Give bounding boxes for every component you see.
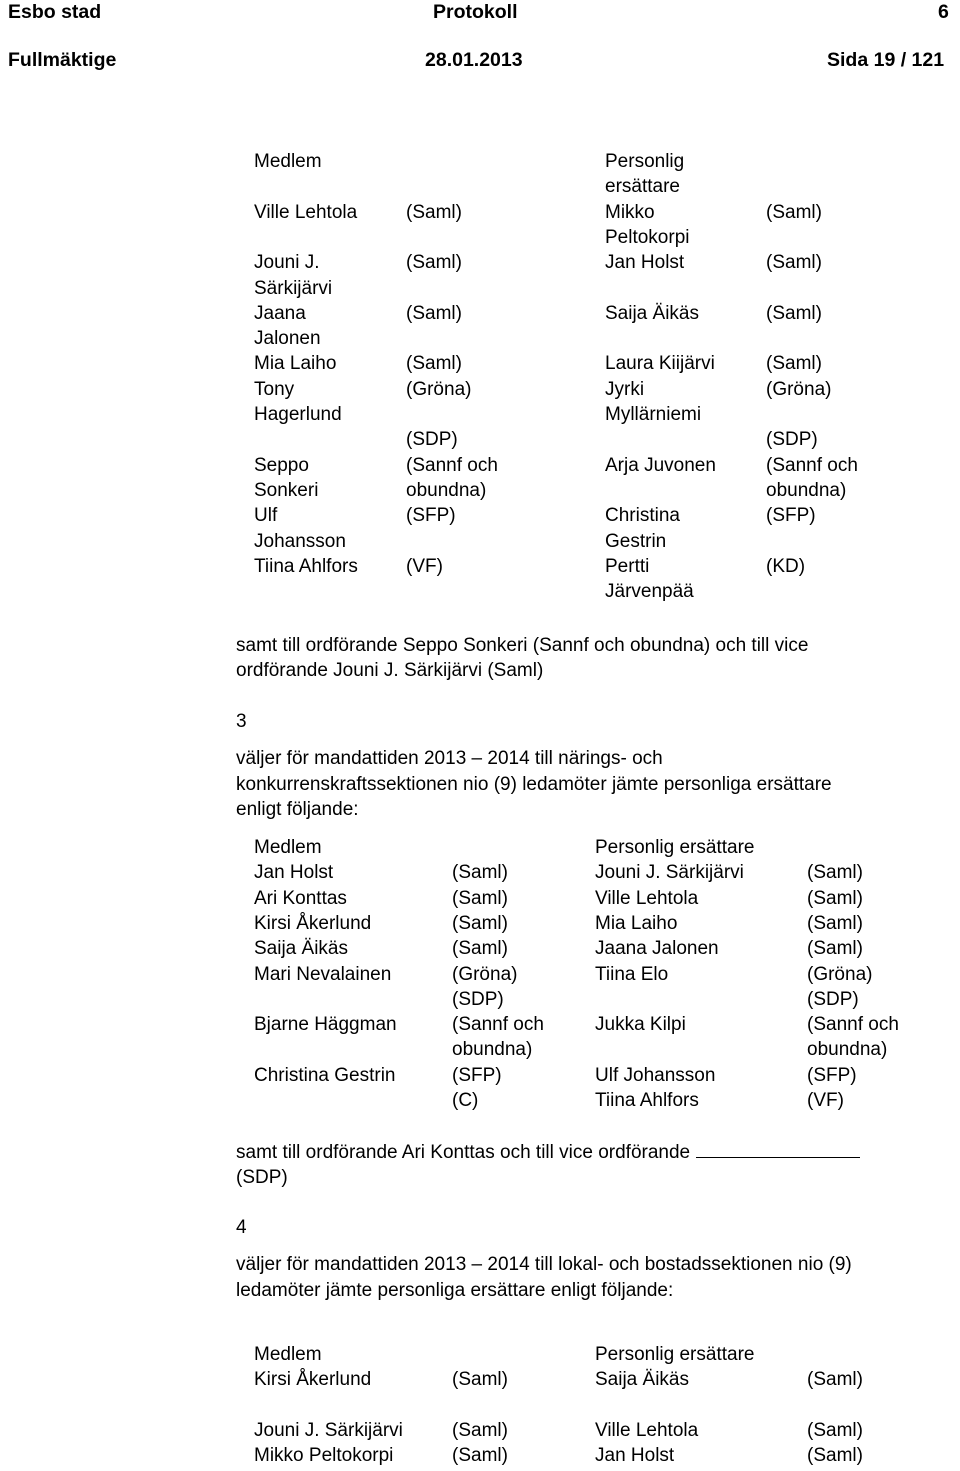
deputy-party: obundna) xyxy=(807,1039,888,1061)
chair-paragraph-1-line-1: samt till ordförande Seppo Sonkeri (Sannf och obundna) och till vice xyxy=(236,635,809,656)
deputy-name: Saija Äikäs xyxy=(605,302,699,324)
deputy-party: (Sannf och xyxy=(766,454,858,476)
deputy-party: (SFP) xyxy=(807,1064,857,1086)
table-3-header-member: Medlem xyxy=(254,1344,322,1365)
chair-paragraph-1 xyxy=(236,633,936,684)
member-party: (Gröna) xyxy=(452,963,518,985)
header-page-marker: 6 xyxy=(938,1,949,23)
member-party: (Saml) xyxy=(452,1445,508,1467)
header-doc-type: Protokoll xyxy=(433,1,518,23)
member-name: Särkijärvi xyxy=(254,277,333,299)
deputy-name: Peltokorpi xyxy=(605,226,690,248)
member-name: Seppo xyxy=(254,454,309,476)
chair-paragraph-2-text: samt till ordförande Ari Konttas och till vice ordförande xyxy=(236,1142,691,1163)
deputy-name: Jan Holst xyxy=(595,1445,675,1467)
table-3-header-deputy: Personlig ersättare xyxy=(595,1344,755,1365)
deputy-name: Ville Lehtola xyxy=(595,887,699,909)
member-party: (SFP) xyxy=(452,1064,502,1086)
section-4 xyxy=(236,1215,936,1303)
deputy-party: (Saml) xyxy=(807,938,863,960)
vice-chair-blank-line xyxy=(696,1139,860,1158)
section-4-number: 4 xyxy=(236,1217,247,1238)
chair-paragraph-2-line-2: (SDP) xyxy=(236,1167,288,1189)
deputy-name: Jyrki xyxy=(605,378,645,400)
member-party: (VF) xyxy=(406,555,443,577)
deputy-party: (Gröna) xyxy=(807,963,873,985)
deputy-name: Arja Juvonen xyxy=(605,454,716,476)
deputy-party: (VF) xyxy=(807,1090,844,1111)
section-4-line-2: ledamöter jämte personliga ersättare enligt följande: xyxy=(236,1279,674,1301)
member-party: (Saml) xyxy=(452,887,508,909)
deputy-name: Jouni J. Särkijärvi xyxy=(595,862,744,884)
deputy-name: Mia Laiho xyxy=(595,912,678,934)
chair-paragraph-2 xyxy=(236,1139,936,1191)
member-party: (Sannf och xyxy=(452,1014,544,1036)
deputy-party: (Saml) xyxy=(766,302,822,324)
member-name: Tiina Ahlfors xyxy=(254,555,358,577)
deputy-party: (Saml) xyxy=(766,252,822,274)
deputy-party: (Saml) xyxy=(766,353,822,375)
member-name: Mia Laiho xyxy=(254,353,337,375)
member-name: Bjarne Häggman xyxy=(254,1014,397,1036)
deputy-name: Järvenpää xyxy=(605,581,694,603)
section-4-line-1: väljer för mandattiden 2013 – 2014 till lokal- och bostadssektionen nio (9) xyxy=(236,1254,852,1276)
deputy-party: (Sannf och xyxy=(807,1014,899,1036)
member-party: (SDP) xyxy=(452,988,504,1010)
member-name: Jouni J. Särkijärvi xyxy=(254,1419,403,1441)
member-party: (Saml) xyxy=(452,1419,508,1441)
deputy-party: obundna) xyxy=(766,479,847,501)
member-name: Mikko Peltokorpi xyxy=(254,1445,394,1467)
table-2-header-deputy: Personlig ersättare xyxy=(595,837,755,858)
deputy-party: (SFP) xyxy=(766,505,816,527)
member-party: (Saml) xyxy=(452,912,508,934)
deputy-name: Jukka Kilpi xyxy=(595,1014,686,1036)
deputy-name: Laura Kiijärvi xyxy=(605,353,715,375)
member-party: (Saml) xyxy=(406,201,462,223)
deputy-name: Jan Holst xyxy=(605,252,685,274)
deputy-party: (SDP) xyxy=(766,429,818,451)
section-3-line-2: konkurrenskraftssektionen nio (9) ledamöter jämte personliga ersättare xyxy=(236,773,832,795)
member-party: (Sannf och xyxy=(406,454,498,476)
deputy-party: (Saml) xyxy=(807,1369,863,1391)
member-name: Saija Äikäs xyxy=(254,938,348,960)
section-3 xyxy=(236,709,936,822)
deputy-name: Mikko xyxy=(605,201,655,223)
header-org: Esbo stad xyxy=(8,1,102,23)
member-name: Kirsi Åkerlund xyxy=(254,912,372,934)
member-name: Sonkeri xyxy=(254,479,319,501)
deputy-name: Saija Äikäs xyxy=(595,1369,689,1391)
table-1-header-deputy-cont: ersättare xyxy=(605,176,680,198)
table-2-header-member: Medlem xyxy=(254,837,322,858)
member-party: (Saml) xyxy=(452,1369,508,1391)
deputy-name: Pertti xyxy=(605,555,650,577)
deputy-party: (Saml) xyxy=(807,887,863,909)
section-3-line-1: väljer för mandattiden 2013 – 2014 till närings- och xyxy=(236,748,663,770)
member-name: Ville Lehtola xyxy=(254,201,358,223)
member-name: Mari Nevalainen xyxy=(254,963,392,985)
deputy-party: (SDP) xyxy=(807,988,859,1010)
member-name: Kirsi Åkerlund xyxy=(254,1369,372,1391)
deputy-name: Tiina Elo xyxy=(595,963,669,985)
section-3-number: 3 xyxy=(236,711,247,732)
table-1-header-member: Medlem xyxy=(254,151,322,172)
header-page-number: Sida 19 / 121 xyxy=(827,49,945,71)
member-party: (Gröna) xyxy=(406,378,472,400)
member-name: Jouni J. xyxy=(254,252,320,274)
member-party: (Saml) xyxy=(406,353,462,375)
deputy-party: (Saml) xyxy=(807,1419,863,1441)
member-name: Jaana xyxy=(254,302,306,324)
header-date: 28.01.2013 xyxy=(425,49,523,71)
member-party: (Saml) xyxy=(452,862,508,884)
deputy-name: Ulf Johansson xyxy=(595,1064,716,1086)
deputy-party: (Saml) xyxy=(766,201,822,223)
deputy-name: Ville Lehtola xyxy=(595,1419,699,1441)
chair-paragraph-2-line-1 xyxy=(236,1139,936,1165)
deputy-name: Myllärniemi xyxy=(605,404,702,425)
deputy-name: Jaana Jalonen xyxy=(595,938,719,960)
member-name: Hagerlund xyxy=(254,404,342,425)
member-name: Christina Gestrin xyxy=(254,1064,396,1086)
table-1-header-deputy: Personlig xyxy=(605,151,685,172)
deputy-name: Gestrin xyxy=(605,530,667,552)
deputy-party: (Saml) xyxy=(807,912,863,934)
member-party: (SDP) xyxy=(406,429,458,451)
member-party: (Saml) xyxy=(452,938,508,960)
member-name: Jan Holst xyxy=(254,862,334,884)
member-name: Ari Konttas xyxy=(254,887,347,909)
member-party: obundna) xyxy=(452,1039,533,1061)
chair-paragraph-1-line-2: ordförande Jouni J. Särkijärvi (Saml) xyxy=(236,660,544,682)
member-party: (C) xyxy=(452,1090,479,1111)
member-name: Johansson xyxy=(254,530,346,552)
deputy-party: (Saml) xyxy=(807,862,863,884)
deputy-party: (KD) xyxy=(766,555,806,577)
deputy-name: Tiina Ahlfors xyxy=(595,1090,699,1111)
member-name: Ulf xyxy=(254,505,278,527)
member-name: Tony xyxy=(254,378,295,400)
member-party: (SFP) xyxy=(406,505,456,527)
member-party: (Saml) xyxy=(406,252,462,274)
member-name: Jalonen xyxy=(254,328,321,350)
member-party: obundna) xyxy=(406,479,487,501)
deputy-party: (Gröna) xyxy=(766,378,832,400)
deputy-party: (Saml) xyxy=(807,1445,863,1467)
section-3-line-3: enligt följande: xyxy=(236,798,359,820)
member-party: (Saml) xyxy=(406,302,462,324)
deputy-name: Christina xyxy=(605,505,680,527)
header-body: Fullmäktige xyxy=(8,49,117,71)
